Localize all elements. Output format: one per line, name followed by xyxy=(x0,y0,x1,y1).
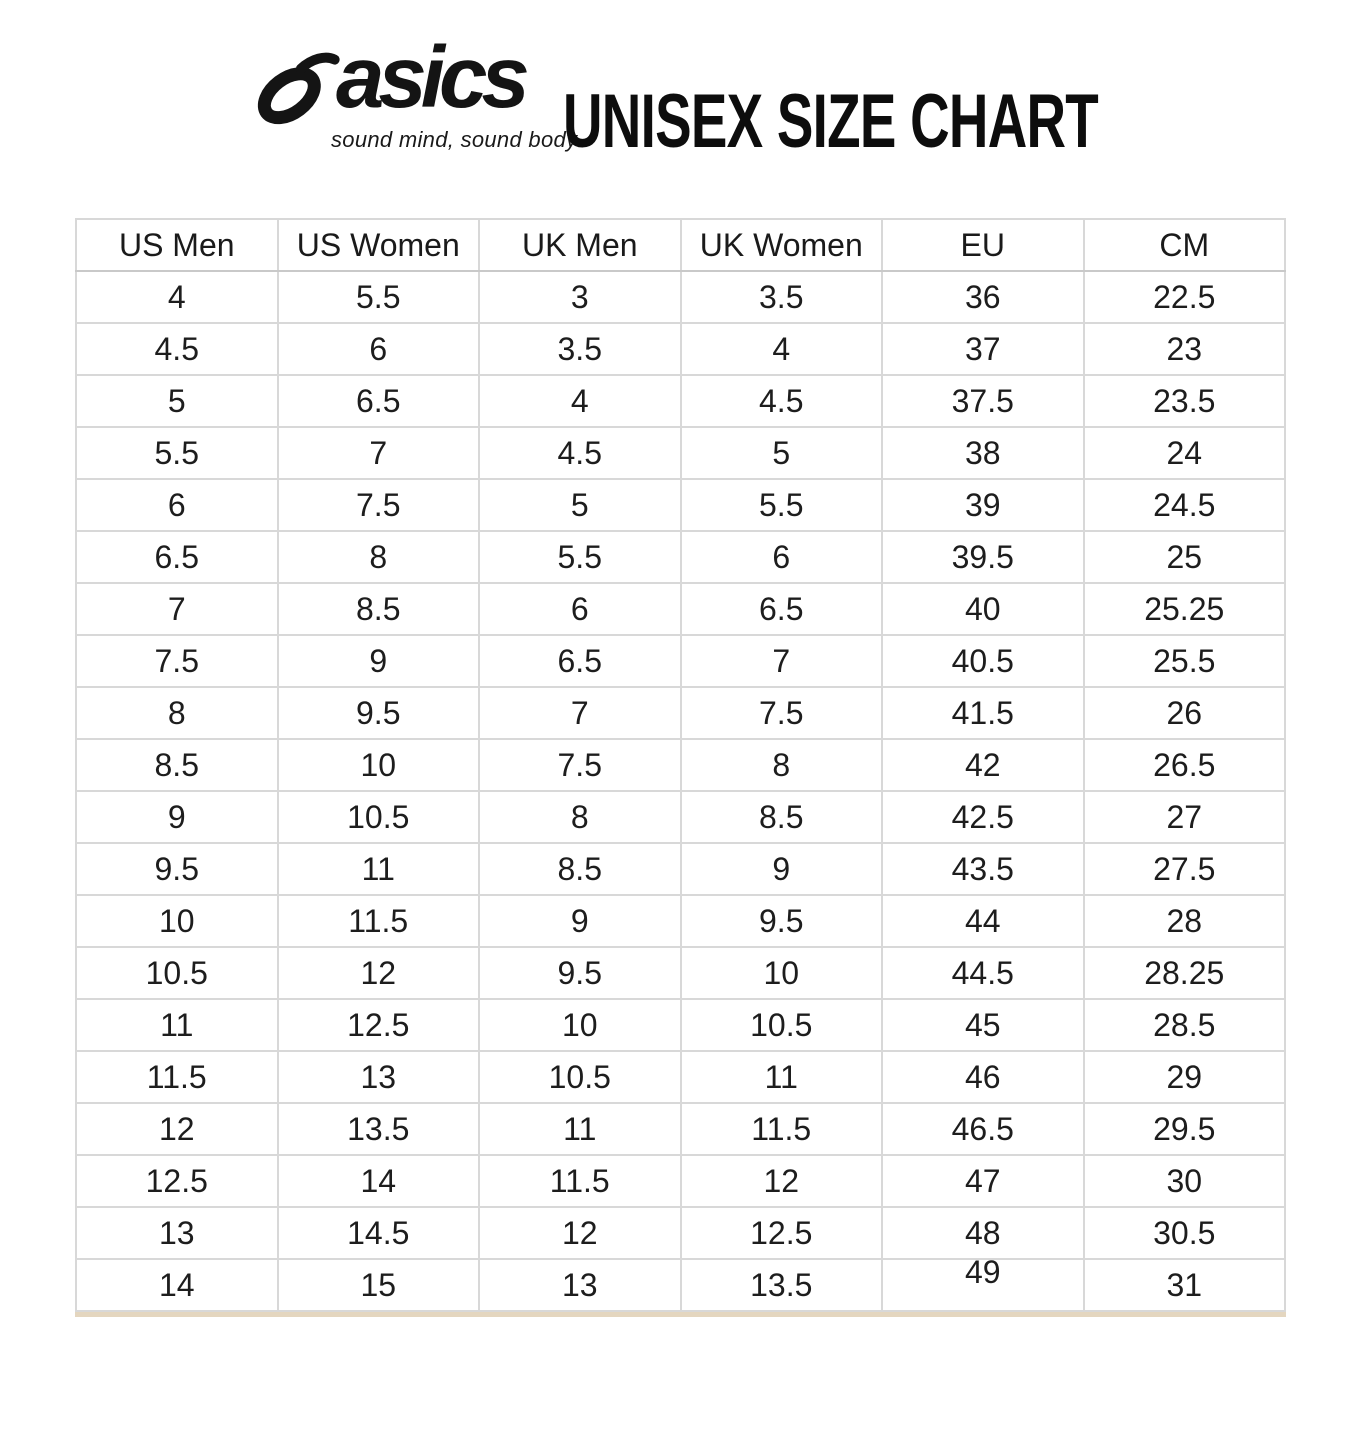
size-cell-uk-women xyxy=(681,375,883,427)
size-cell-uk-women xyxy=(681,843,883,895)
size-cell-cm xyxy=(1084,375,1286,427)
size-value: 11 xyxy=(764,1058,798,1095)
size-cell-cm xyxy=(1084,427,1286,479)
size-value: 30 xyxy=(1166,1162,1203,1199)
size-value: 37.5 xyxy=(951,382,1014,419)
size-value: 38 xyxy=(964,434,1001,471)
size-chart-table-wrap xyxy=(75,218,1286,1312)
size-cell-us-women xyxy=(278,895,480,947)
size-cell-uk-men xyxy=(479,531,681,583)
size-value: 5 xyxy=(772,434,791,471)
size-value: 11.5 xyxy=(751,1110,812,1147)
size-cell-eu xyxy=(882,375,1084,427)
column-header-uk-men: UK Men xyxy=(479,219,681,271)
column-header-us-women: US Women xyxy=(278,219,480,271)
size-cell-us-men xyxy=(76,1051,278,1103)
table-row xyxy=(76,1259,1285,1311)
size-cell-us-men xyxy=(76,1155,278,1207)
size-cell-us-men xyxy=(76,271,278,323)
size-value: 3 xyxy=(570,278,589,315)
size-value: 6.5 xyxy=(154,538,199,575)
size-value: 8.5 xyxy=(759,798,804,835)
size-value: 13 xyxy=(158,1214,195,1251)
size-cell-cm xyxy=(1084,635,1286,687)
size-value: 10 xyxy=(360,746,397,783)
size-cell-us-men xyxy=(76,531,278,583)
size-cell-uk-men xyxy=(479,791,681,843)
size-cell-eu xyxy=(882,1103,1084,1155)
size-cell-us-women xyxy=(278,1103,480,1155)
size-cell-us-women xyxy=(278,843,480,895)
size-value: 28.5 xyxy=(1153,1006,1216,1043)
size-value: 29 xyxy=(1166,1058,1203,1095)
size-cell-uk-women xyxy=(681,1103,883,1155)
size-value: 12.5 xyxy=(347,1006,410,1043)
size-cell-eu xyxy=(882,687,1084,739)
size-value: 42 xyxy=(964,746,1001,783)
size-cell-eu xyxy=(882,583,1084,635)
size-value: 10.5 xyxy=(145,954,208,991)
size-cell-cm xyxy=(1084,1051,1286,1103)
size-cell-eu xyxy=(882,271,1084,323)
size-value: 39 xyxy=(964,486,1001,523)
size-value: 7 xyxy=(167,590,186,627)
size-cell-uk-women xyxy=(681,895,883,947)
table-row xyxy=(76,947,1285,999)
size-value: 12.5 xyxy=(145,1162,208,1199)
size-value: 29.5 xyxy=(1153,1110,1216,1147)
size-value: 4.5 xyxy=(154,330,199,367)
brand-header xyxy=(0,0,1363,200)
size-cell-cm xyxy=(1084,999,1286,1051)
table-row xyxy=(76,791,1285,843)
size-value: 6 xyxy=(772,538,791,575)
size-cell-uk-men xyxy=(479,479,681,531)
size-cell-us-men xyxy=(76,791,278,843)
size-cell-cm xyxy=(1084,583,1286,635)
size-cell-us-men xyxy=(76,1207,278,1259)
table-row xyxy=(76,687,1285,739)
size-cell-us-women xyxy=(278,791,480,843)
size-cell-us-men xyxy=(76,947,278,999)
size-value: 23 xyxy=(1166,330,1203,367)
size-value: 4 xyxy=(570,382,589,419)
size-cell-us-women xyxy=(278,1155,480,1207)
size-value: 23.5 xyxy=(1153,382,1216,419)
size-value: 45 xyxy=(964,1006,1001,1043)
size-cell-uk-men xyxy=(479,635,681,687)
size-value: 46 xyxy=(964,1058,1001,1095)
size-value: 7.5 xyxy=(557,746,602,783)
size-value: 44.5 xyxy=(951,954,1014,991)
table-row xyxy=(76,895,1285,947)
size-value: 8 xyxy=(570,798,589,835)
size-value: 30.5 xyxy=(1153,1214,1216,1251)
size-value: 4.5 xyxy=(759,382,804,419)
size-value: 13 xyxy=(360,1058,397,1095)
size-value: 40 xyxy=(964,590,1001,627)
asics-spiral-icon xyxy=(254,46,340,130)
size-cell-uk-women xyxy=(681,271,883,323)
size-value: 11.5 xyxy=(146,1058,207,1095)
column-header-eu: EU xyxy=(882,219,1084,271)
size-table-body xyxy=(76,271,1285,1311)
size-cell-us-men xyxy=(76,687,278,739)
size-cell-uk-women xyxy=(681,635,883,687)
column-header-cm: CM xyxy=(1084,219,1286,271)
size-value: 9.5 xyxy=(356,694,401,731)
size-cell-eu xyxy=(882,323,1084,375)
size-cell-us-women xyxy=(278,739,480,791)
size-cell-us-women xyxy=(278,479,480,531)
size-cell-cm xyxy=(1084,1207,1286,1259)
size-cell-cm xyxy=(1084,479,1286,531)
size-value: 12 xyxy=(561,1214,598,1251)
size-cell-cm xyxy=(1084,1259,1286,1311)
size-value: 7.5 xyxy=(759,694,804,731)
size-value: 9 xyxy=(167,798,186,835)
size-cell-eu xyxy=(882,895,1084,947)
size-cell-uk-men xyxy=(479,427,681,479)
size-cell-us-women xyxy=(278,687,480,739)
size-cell-us-men xyxy=(76,999,278,1051)
size-cell-eu xyxy=(882,479,1084,531)
size-value: 31 xyxy=(1166,1266,1203,1303)
table-row xyxy=(76,323,1285,375)
table-row xyxy=(76,1103,1285,1155)
size-cell-us-men xyxy=(76,635,278,687)
size-value: 9.5 xyxy=(557,954,602,991)
size-cell-eu xyxy=(882,999,1084,1051)
size-cell-cm xyxy=(1084,687,1286,739)
size-value: 10.5 xyxy=(750,1006,813,1043)
size-cell-uk-women xyxy=(681,1051,883,1103)
size-value: 28 xyxy=(1166,902,1203,939)
size-value: 5.5 xyxy=(356,278,401,315)
size-cell-us-men xyxy=(76,479,278,531)
size-value: 4 xyxy=(167,278,186,315)
size-cell-uk-women xyxy=(681,1259,883,1311)
size-value: 4.5 xyxy=(557,434,602,471)
table-row xyxy=(76,271,1285,323)
size-cell-uk-men xyxy=(479,895,681,947)
size-value: 10.5 xyxy=(347,798,410,835)
size-value: 41.5 xyxy=(951,694,1014,731)
size-cell-eu xyxy=(882,635,1084,687)
size-value: 5 xyxy=(167,382,186,419)
size-cell-uk-men xyxy=(479,1259,681,1311)
size-value: 11.5 xyxy=(549,1162,610,1199)
size-value: 25.25 xyxy=(1144,590,1225,627)
size-value: 37 xyxy=(964,330,1001,367)
size-cell-uk-women xyxy=(681,739,883,791)
size-cell-uk-women xyxy=(681,1207,883,1259)
size-value: 14 xyxy=(360,1162,397,1199)
size-cell-us-women xyxy=(278,583,480,635)
size-cell-cm xyxy=(1084,1155,1286,1207)
size-cell-uk-women xyxy=(681,947,883,999)
size-cell-us-women xyxy=(278,531,480,583)
size-value: 22.5 xyxy=(1153,278,1216,315)
size-value: 7 xyxy=(570,694,589,731)
size-cell-uk-men xyxy=(479,999,681,1051)
size-value: 12 xyxy=(360,954,397,991)
table-row xyxy=(76,583,1285,635)
size-value: 6 xyxy=(369,330,388,367)
size-chart-table xyxy=(75,218,1286,1312)
size-value: 6 xyxy=(570,590,589,627)
size-value: 24 xyxy=(1166,434,1203,471)
size-value: 40.5 xyxy=(951,642,1014,679)
size-cell-us-men xyxy=(76,427,278,479)
size-cell-eu xyxy=(882,947,1084,999)
size-value: 10 xyxy=(763,954,800,991)
size-value: 42.5 xyxy=(951,798,1014,835)
column-header-uk-women: UK Women xyxy=(681,219,883,271)
size-cell-uk-men xyxy=(479,1103,681,1155)
size-value: 3.5 xyxy=(759,278,804,315)
size-cell-uk-women xyxy=(681,427,883,479)
size-value: 9 xyxy=(369,642,388,679)
table-row xyxy=(76,427,1285,479)
size-value: 25.5 xyxy=(1153,642,1216,679)
size-value: 5.5 xyxy=(154,434,199,471)
size-value: 4 xyxy=(772,330,791,367)
size-value: 13.5 xyxy=(750,1266,813,1303)
size-value: 8 xyxy=(167,694,186,731)
size-cell-uk-men xyxy=(479,1207,681,1259)
size-value: 11 xyxy=(563,1110,597,1147)
size-value: 27 xyxy=(1166,798,1203,835)
size-value: 9 xyxy=(570,902,589,939)
table-row xyxy=(76,1051,1285,1103)
table-bottom-edge xyxy=(75,1312,1286,1317)
size-value: 10.5 xyxy=(548,1058,611,1095)
size-value: 5.5 xyxy=(759,486,804,523)
size-cell-eu xyxy=(882,1155,1084,1207)
size-cell-cm xyxy=(1084,271,1286,323)
size-cell-uk-men xyxy=(479,375,681,427)
size-cell-uk-men xyxy=(479,739,681,791)
size-value: 39.5 xyxy=(951,538,1014,575)
size-value: 14 xyxy=(158,1266,195,1303)
size-value: 9.5 xyxy=(759,902,804,939)
table-row xyxy=(76,1155,1285,1207)
size-cell-us-women xyxy=(278,1051,480,1103)
size-cell-us-men xyxy=(76,843,278,895)
page-title: UNISEX SIZE CHART xyxy=(563,79,1099,164)
size-cell-uk-men xyxy=(479,323,681,375)
size-cell-uk-men xyxy=(479,1051,681,1103)
size-value: 28.25 xyxy=(1144,954,1225,991)
size-value: 11.5 xyxy=(348,902,409,939)
size-value: 5 xyxy=(570,486,589,523)
size-cell-us-women xyxy=(278,323,480,375)
size-cell-cm xyxy=(1084,323,1286,375)
size-cell-eu xyxy=(882,739,1084,791)
size-cell-us-women xyxy=(278,427,480,479)
size-value: 11 xyxy=(160,1006,194,1043)
size-cell-uk-women xyxy=(681,999,883,1051)
size-cell-uk-women xyxy=(681,791,883,843)
size-cell-us-women xyxy=(278,1259,480,1311)
size-cell-eu xyxy=(882,1051,1084,1103)
size-value: 8 xyxy=(772,746,791,783)
size-value: 47 xyxy=(964,1162,1001,1199)
size-value: 11 xyxy=(361,850,395,887)
column-header-us-men: US Men xyxy=(76,219,278,271)
size-value: 12 xyxy=(158,1110,195,1147)
size-cell-us-women xyxy=(278,999,480,1051)
size-value: 25 xyxy=(1166,538,1203,575)
size-value: 8.5 xyxy=(557,850,602,887)
size-cell-uk-women xyxy=(681,479,883,531)
size-value: 14.5 xyxy=(347,1214,410,1251)
size-cell-uk-women xyxy=(681,531,883,583)
table-row xyxy=(76,1207,1285,1259)
size-cell-us-women xyxy=(278,271,480,323)
size-value: 10 xyxy=(561,1006,598,1043)
size-cell-us-women xyxy=(278,947,480,999)
size-value: 15 xyxy=(360,1266,397,1303)
size-cell-uk-women xyxy=(681,1155,883,1207)
size-cell-uk-women xyxy=(681,583,883,635)
size-cell-cm xyxy=(1084,895,1286,947)
size-value: 48 xyxy=(964,1214,1001,1251)
size-cell-uk-men xyxy=(479,947,681,999)
size-value: 46.5 xyxy=(951,1110,1014,1147)
table-row xyxy=(76,375,1285,427)
size-cell-cm xyxy=(1084,1103,1286,1155)
size-value: 13 xyxy=(561,1266,598,1303)
size-cell-eu xyxy=(882,427,1084,479)
size-cell-us-men xyxy=(76,739,278,791)
size-cell-cm xyxy=(1084,739,1286,791)
size-value: 27.5 xyxy=(1153,850,1216,887)
size-value: 9.5 xyxy=(154,850,199,887)
size-value: 6.5 xyxy=(557,642,602,679)
size-value: 6.5 xyxy=(759,590,804,627)
size-cell-eu xyxy=(882,843,1084,895)
size-value: 7.5 xyxy=(154,642,199,679)
size-value: 7 xyxy=(772,642,791,679)
size-value: 43.5 xyxy=(951,850,1014,887)
brand-tagline: sound mind, sound body xyxy=(331,127,578,152)
size-value: 8.5 xyxy=(356,590,401,627)
table-row xyxy=(76,531,1285,583)
size-cell-uk-men xyxy=(479,843,681,895)
size-value: 26 xyxy=(1166,694,1203,731)
size-cell-us-men xyxy=(76,1259,278,1311)
size-value: 49 xyxy=(964,1253,1001,1290)
size-value: 10 xyxy=(158,902,195,939)
size-cell-us-men xyxy=(76,583,278,635)
table-row xyxy=(76,479,1285,531)
size-cell-cm xyxy=(1084,791,1286,843)
size-cell-cm xyxy=(1084,531,1286,583)
size-value: 5.5 xyxy=(557,538,602,575)
size-value: 13.5 xyxy=(347,1110,410,1147)
size-value: 8 xyxy=(369,538,388,575)
size-cell-us-men xyxy=(76,375,278,427)
size-value: 36 xyxy=(964,278,1001,315)
table-row xyxy=(76,999,1285,1051)
size-cell-eu xyxy=(882,1207,1084,1259)
size-value: 24.5 xyxy=(1153,486,1216,523)
size-cell-us-women xyxy=(278,1207,480,1259)
header-row xyxy=(76,219,1285,271)
size-value: 7.5 xyxy=(356,486,401,523)
size-value: 9 xyxy=(772,850,791,887)
size-value: 12.5 xyxy=(750,1214,813,1251)
size-cell-uk-men xyxy=(479,687,681,739)
size-value: 3.5 xyxy=(557,330,602,367)
table-row xyxy=(76,635,1285,687)
size-cell-us-women xyxy=(278,375,480,427)
size-cell-uk-men xyxy=(479,271,681,323)
size-cell-us-women xyxy=(278,635,480,687)
size-cell-us-men xyxy=(76,1103,278,1155)
size-cell-cm xyxy=(1084,947,1286,999)
size-cell-uk-men xyxy=(479,1155,681,1207)
size-value: 7 xyxy=(369,434,388,471)
size-cell-eu xyxy=(882,531,1084,583)
size-cell-eu xyxy=(882,791,1084,843)
size-cell-cm xyxy=(1084,843,1286,895)
size-cell-us-men xyxy=(76,895,278,947)
size-table-head xyxy=(76,219,1285,271)
size-value: 26.5 xyxy=(1153,746,1216,783)
asics-wordmark: asics xyxy=(336,29,524,126)
size-cell-us-men xyxy=(76,323,278,375)
size-cell-eu xyxy=(882,1253,1084,1311)
size-cell-uk-men xyxy=(479,583,681,635)
size-cell-uk-women xyxy=(681,323,883,375)
table-row xyxy=(76,739,1285,791)
size-value: 44 xyxy=(964,902,1001,939)
size-value: 6 xyxy=(167,486,186,523)
size-value: 12 xyxy=(763,1162,800,1199)
size-value: 8.5 xyxy=(154,746,199,783)
table-row xyxy=(76,843,1285,895)
size-cell-uk-women xyxy=(681,687,883,739)
size-value: 6.5 xyxy=(356,382,401,419)
